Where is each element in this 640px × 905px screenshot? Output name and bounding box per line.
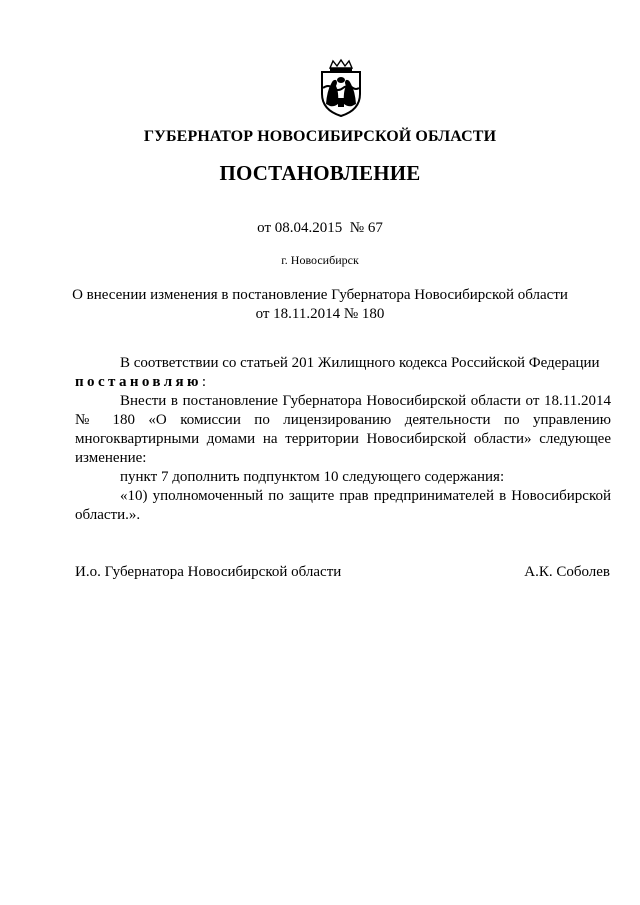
issuing-authority: ГУБЕРНАТОР НОВОСИБИРСКОЙ ОБЛАСТИ bbox=[143, 128, 497, 145]
document-date-number: от 08.04.2015 № 67 bbox=[257, 220, 383, 236]
signatory-name: А.К. Соболев bbox=[524, 564, 610, 580]
signatory-position: И.о. Губернатора Новосибирской области bbox=[75, 564, 342, 580]
intro-paragraph: В соответствии со статьей 201 Жилищного кодекса Российской Федерации bbox=[120, 355, 600, 371]
decree-colon: : bbox=[201, 374, 207, 390]
subject-line-1: О внесении изменения в постановление Губернатора Новосибирской области bbox=[72, 287, 568, 303]
document-body bbox=[75, 354, 611, 525]
item-paragraph: пункт 7 дополнить подпунктом 10 следующего содержания: bbox=[120, 469, 505, 485]
quote-paragraph: «10) уполномоченный по защите прав предпринимателей в Новосибирской области.». bbox=[75, 488, 611, 523]
document-subject bbox=[0, 286, 640, 324]
document-type-title: ПОСТАНОВЛЕНИЕ bbox=[219, 161, 421, 185]
document-city: г. Новосибирск bbox=[281, 253, 359, 267]
novosibirsk-coat-of-arms-icon bbox=[316, 58, 366, 118]
subject-line-2: от 18.11.2014 № 180 bbox=[255, 306, 385, 322]
decree-word: постановляю bbox=[75, 374, 202, 390]
decree-line bbox=[75, 373, 611, 392]
main-paragraph: Внести в постановление Губернатора Новосибирской области от 18.11.2014 № 180 «О комиссии по лицензированию деятельности по управлению многоквартирными домами на территории Новосибирской области» следующее изменение: bbox=[75, 393, 611, 466]
